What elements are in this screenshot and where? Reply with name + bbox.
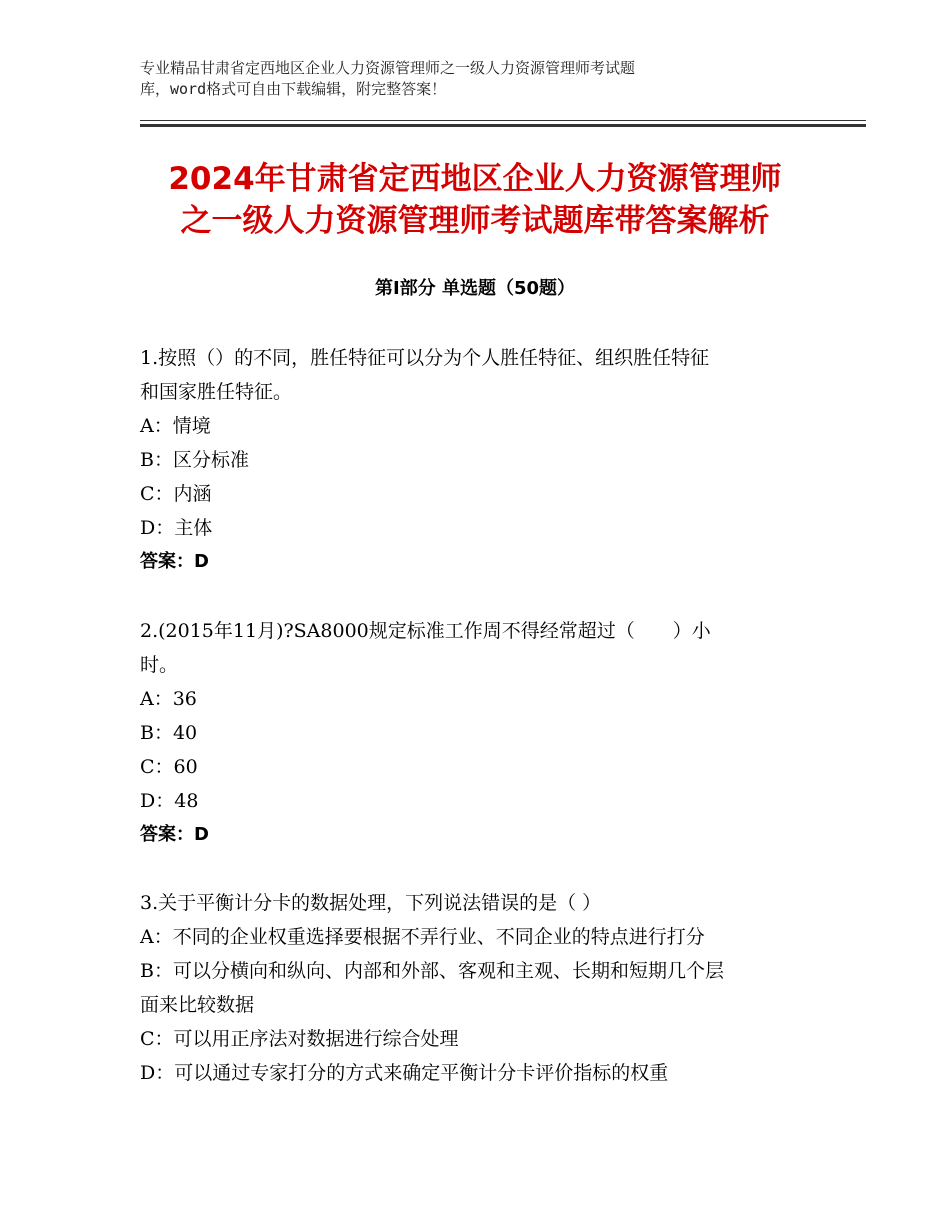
option-a: A：不同的企业权重选择要根据不弄行业、不同企业的特点进行打分 bbox=[140, 926, 705, 948]
option-b-continued: 面来比较数据 bbox=[140, 994, 255, 1016]
question-stem: 3.关于平衡计分卡的数据处理，下列说法错误的是（ ） bbox=[140, 892, 602, 914]
section-heading: 第Ⅰ部分 单选题（50题） bbox=[374, 278, 575, 299]
question-1 bbox=[140, 341, 820, 579]
header-note-line-2: 库，word格式可自由下载编辑，附完整答案！ bbox=[140, 80, 447, 98]
header-note-line-1: 专业精品甘肃省定西地区企业人力资源管理师之一级人力资源管理师考试题 bbox=[140, 59, 636, 77]
document-title bbox=[110, 158, 840, 242]
option-c: C：可以用正序法对数据进行综合处理 bbox=[140, 1028, 459, 1050]
header-note bbox=[140, 58, 780, 100]
question-stem: 1.按照（）的不同，胜任特征可以分为个人胜任特征、组织胜任特征 bbox=[140, 347, 710, 369]
option-c: C：内涵 bbox=[140, 483, 212, 505]
option-d: D：48 bbox=[140, 790, 199, 812]
option-b: B：可以分横向和纵向、内部和外部、客观和主观、长期和短期几个层 bbox=[140, 960, 724, 982]
header-divider-thin bbox=[140, 120, 866, 121]
answer-line: 答案：D bbox=[140, 824, 209, 845]
document-title-line-1: 2024年甘肃省定西地区企业人力资源管理师 bbox=[168, 161, 782, 197]
question-2 bbox=[140, 614, 820, 852]
option-a: A：情境 bbox=[140, 415, 211, 437]
question-3 bbox=[140, 886, 820, 1090]
answer-line: 答案：D bbox=[140, 551, 209, 572]
header-divider-thick bbox=[140, 124, 866, 127]
document-title-line-2: 之一级人力资源管理师考试题库带答案解析 bbox=[180, 203, 770, 239]
question-stem-continued: 和国家胜任特征。 bbox=[140, 381, 293, 403]
option-b: B：40 bbox=[140, 722, 198, 744]
option-c: C：60 bbox=[140, 756, 198, 778]
option-d: D：主体 bbox=[140, 517, 213, 539]
question-stem: 2.(2015年11月)?SA8000规定标准工作周不得经常超过（ ）小 bbox=[140, 620, 711, 642]
option-a: A：36 bbox=[140, 688, 197, 710]
option-b: B：区分标准 bbox=[140, 449, 249, 471]
question-stem-continued: 时。 bbox=[140, 654, 179, 676]
option-d: D：可以通过专家打分的方式来确定平衡计分卡评价指标的权重 bbox=[140, 1062, 669, 1084]
